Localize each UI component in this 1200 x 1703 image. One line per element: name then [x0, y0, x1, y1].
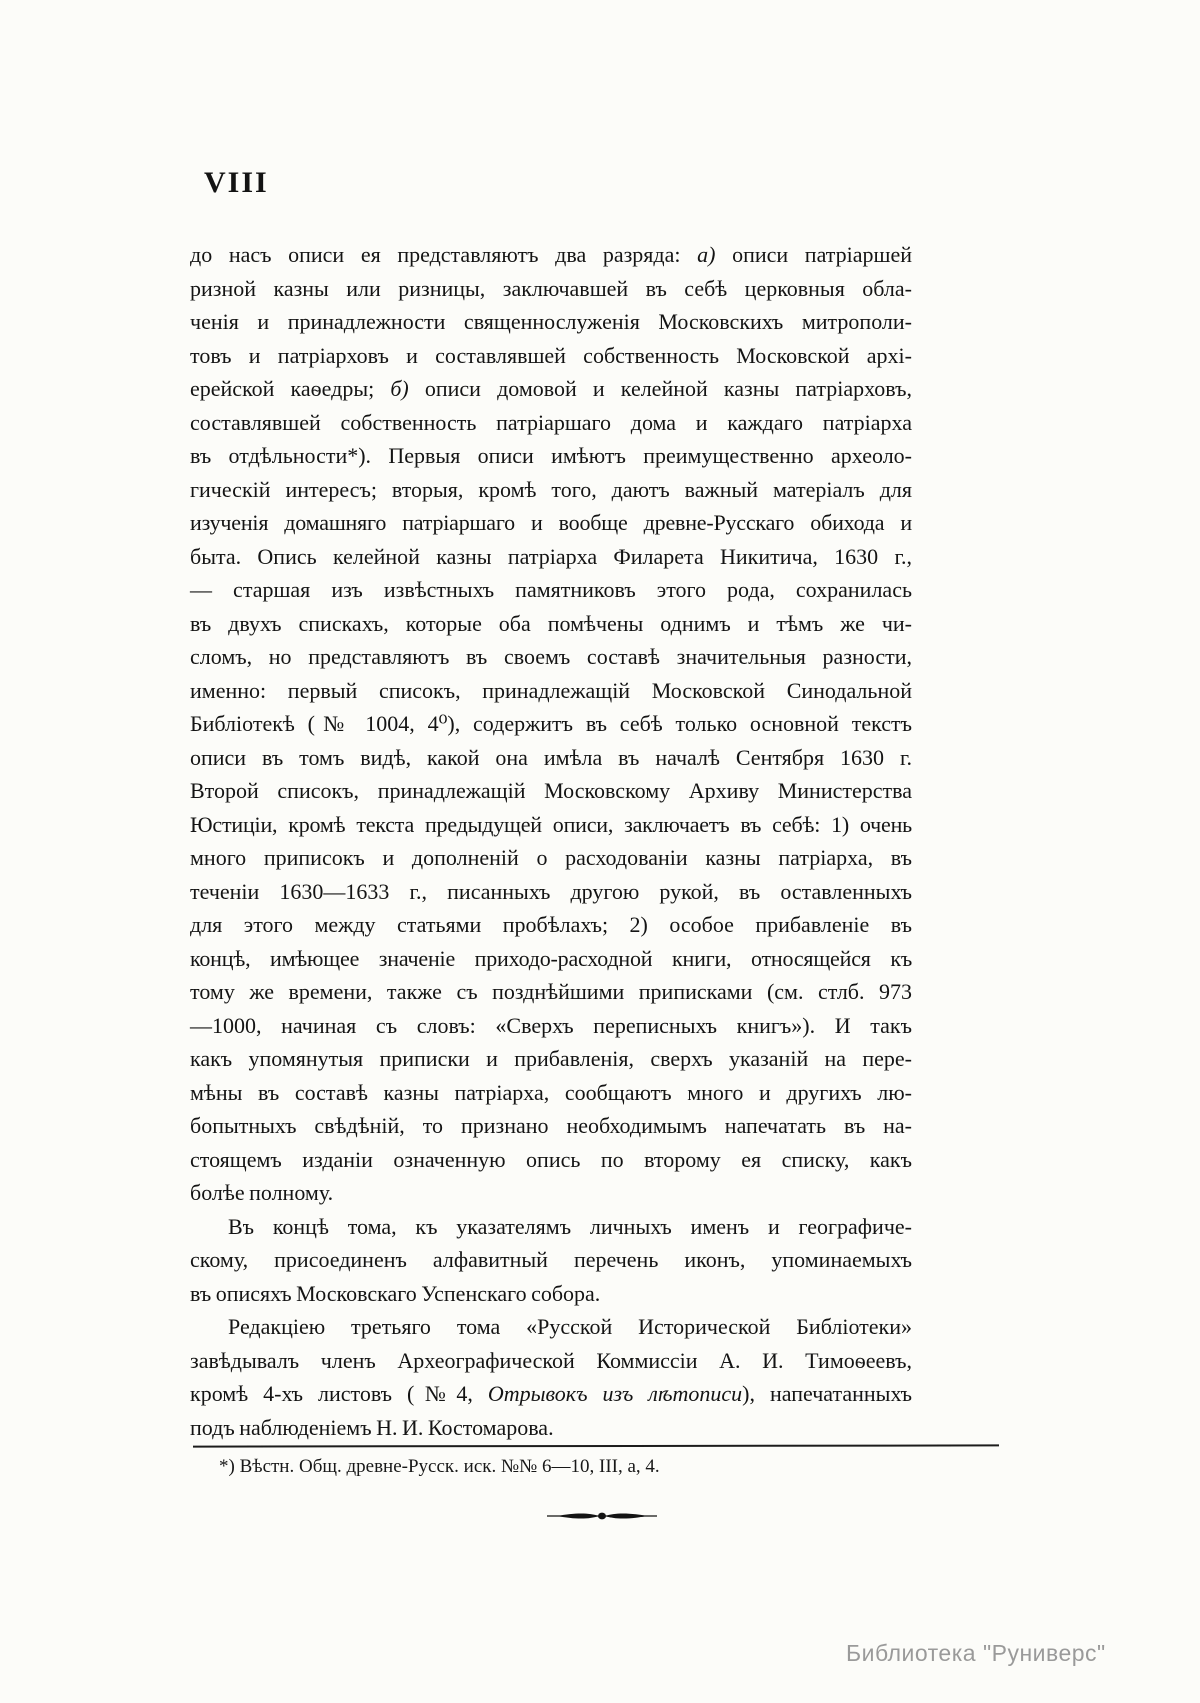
body-line: гическій интересъ; вторыя, кромѣ того, даютъ важный матеріалъ для — [190, 476, 912, 502]
body-line: Юстиціи, кромѣ текста предыдущей описи, заключаетъ въ себѣ: 1) очень — [190, 811, 912, 837]
body-line: изученія домашняго патріаршаго и вообще древне-Русскаго обихода и — [190, 510, 912, 535]
body-text — [190, 238, 912, 1444]
body-line: Редакціею третьяго тома «Русской Исторической Библіотеки» — [228, 1314, 912, 1339]
body-line: завѣдывалъ членъ Археографической Коммиссіи А. И. Тимоѳеевъ, — [190, 1347, 912, 1373]
body-line: въ двухъ спискахъ, которые оба помѣчены однимъ и тѣмъ же чи- — [190, 610, 912, 636]
body-line: Библіотекѣ (№ 1004, 4⁰), содержитъ въ себѣ только основной текстъ — [190, 711, 912, 736]
body-line: скому, присоединенъ алфавитный перечень иконъ, упоминаемыхъ — [190, 1247, 912, 1272]
body-line: — старшая изъ извѣстныхъ памятниковъ этого рода, сохранилась — [190, 577, 912, 602]
spindle-divider-icon — [547, 1508, 657, 1524]
body-line: для этого между статьями пробѣлахъ; 2) особое прибавленіе въ — [190, 912, 912, 937]
footnote-separator — [193, 1444, 999, 1447]
body-line: много приписокъ и дополненій о расходованіи казны патріарха, въ — [190, 845, 912, 870]
body-line: сломъ, но представляютъ въ своемъ составѣ значительныя разности, — [190, 644, 912, 669]
body-line: болѣе полному. — [190, 1180, 334, 1205]
watermark: Библиотека "Руниверс" — [846, 1640, 1106, 1666]
body-line: Второй списокъ, принадлежащій Московскому Архиву Министерства — [190, 778, 912, 803]
body-line: кромѣ 4-хъ листовъ (№4, Отрывокъ изъ лѣтописи), напечатанныхъ — [190, 1381, 912, 1406]
body-line: какъ упомянутыя приписки и прибавленія, сверхъ указаній на пере- — [190, 1046, 912, 1071]
page-number: VIII — [204, 166, 269, 199]
body-line: ерейской каѳедры; б) описи домовой и келейной казны патріарховъ, — [190, 376, 912, 401]
body-line: стоящемъ изданіи означенную опись по второму ея списку, какъ — [190, 1146, 912, 1172]
body-line: товъ и патріарховъ и составлявшей собственность Московской архі- — [190, 342, 912, 368]
body-line: быта. Опись келейной казны патріарха Филарета Никитича, 1630 г., — [190, 543, 912, 569]
body-line: описи въ томъ видѣ, какой она имѣла въ началѣ Сентября 1630 г. — [190, 744, 912, 770]
body-line: ченія и принадлежности священнослуженія Московскихъ митрополи- — [190, 309, 912, 334]
body-line: мѣны въ составѣ казны патріарха, сообщаютъ много и другихъ лю- — [190, 1079, 912, 1105]
body-line: до насъ описи ея представляютъ два разряда: а) описи патріаршей — [190, 242, 912, 267]
section-divider-ornament — [547, 1508, 657, 1524]
body-line: —1000, начиная съ словъ: «Сверхъ переписныхъ книгъ»). И такъ — [190, 1012, 912, 1038]
footnote: *) Вѣстн. Общ. древне-Русск. иск. №№ 6—10, III, а, 4. — [219, 1456, 660, 1477]
body-line: теченіи 1630—1633 г., писанныхъ другою рукой, въ оставленныхъ — [190, 878, 912, 904]
body-line: именно: первый списокъ, принадлежащій Московской Синодальной — [190, 677, 912, 703]
body-line: ризной казны или ризницы, заключавшей въ себѣ церковныя обла- — [190, 275, 912, 301]
body-line: концѣ, имѣющее значеніе приходо-расходной книги, относящейся къ — [190, 945, 912, 971]
body-line: подъ наблюденіемъ Н. И. Костомарова. — [190, 1414, 554, 1440]
body-line: составлявшей собственность патріаршаго дома и каждаго патріарха — [190, 409, 912, 435]
body-line: въ отдѣльности*). Первыя описи имѣютъ преимущественно археоло- — [190, 443, 912, 468]
body-line: бопытныхъ свѣдѣній, то признано необходимымъ напечатать въ на- — [190, 1113, 912, 1138]
body-line: тому же времени, также съ позднѣйшими приписками (см. стлб. 973 — [190, 979, 912, 1004]
body-line: въ описяхъ Московскаго Успенскаго собора. — [190, 1280, 601, 1306]
body-line: Въ концѣ тома, къ указателямъ личныхъ именъ и географиче- — [228, 1213, 912, 1239]
